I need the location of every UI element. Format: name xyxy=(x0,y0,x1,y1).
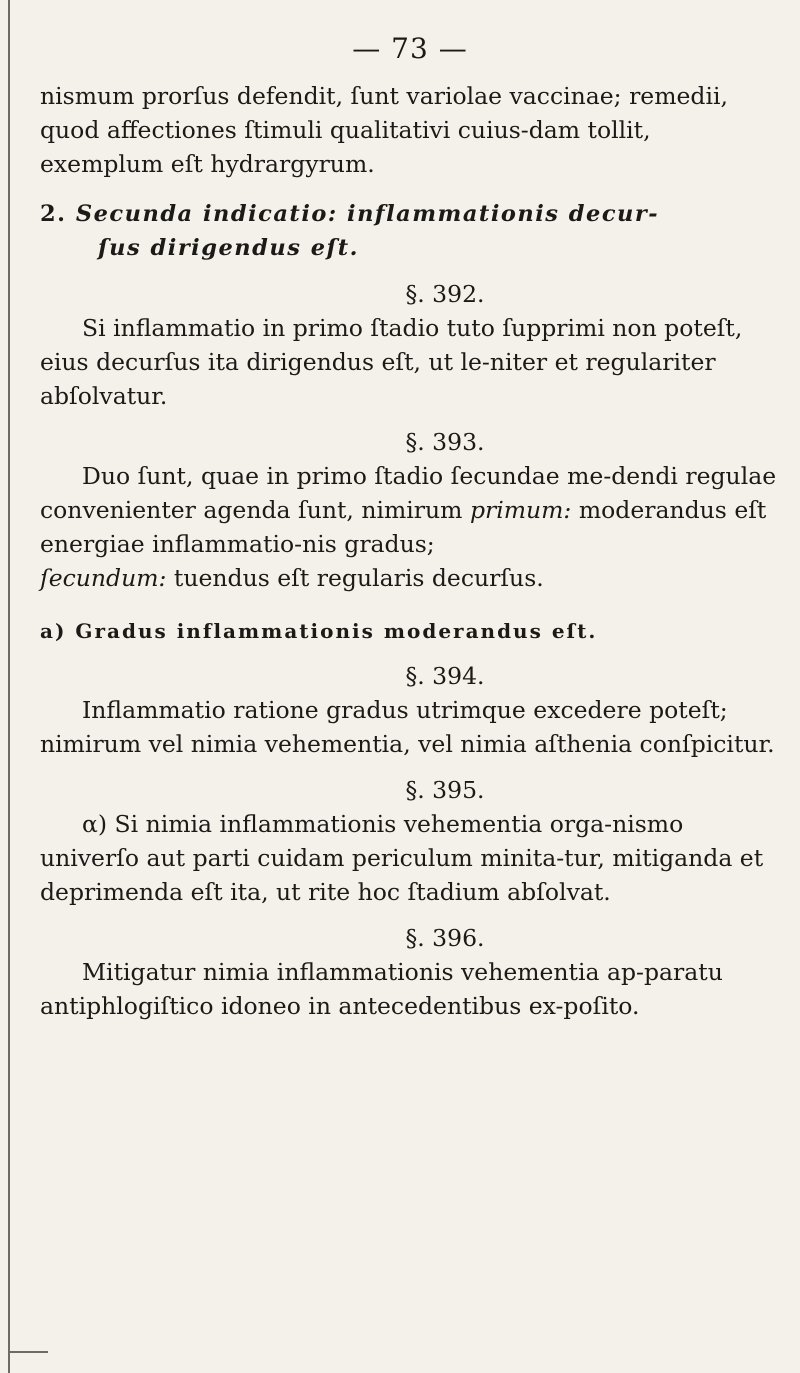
secundum-text: tuendus eſt regularis decurſus. xyxy=(173,564,544,592)
primum-label: primum: xyxy=(469,496,572,524)
page-number: — 73 — xyxy=(352,32,468,65)
page-content xyxy=(40,32,780,1023)
paragraph-393 xyxy=(40,459,780,561)
paragraph-392: Si inflammatio in primo ſtadio tuto ſupprimi non poteſt, eius decurſus ita dirigendus eſt, ut le-niter et regulariter abſolvatur. xyxy=(40,314,743,410)
section-heading xyxy=(40,197,780,265)
paragraph-394: Inflammatio ratione gradus utrimque excedere poteſt; nimirum vel nimia vehementia, vel nimia aſthenia conſpicitur. xyxy=(40,696,775,758)
section-number: 2. xyxy=(40,201,67,227)
paragraph-number-395: §. 395. xyxy=(405,776,485,804)
subheading-a: a) Gradus inflammationis moderandus eſt. xyxy=(40,619,598,643)
paragraph-number-392: §. 392. xyxy=(405,280,485,308)
paragraph-396: Mitigatur nimia inflammationis vehementia ap-paratu antiphlogiſtico idoneo in antecedentibus ex-poſito. xyxy=(40,958,723,1020)
paragraph-number-394: §. 394. xyxy=(405,662,485,690)
paragraph-393-secundum xyxy=(40,561,780,595)
page-edge-bottom xyxy=(8,1351,48,1353)
paragraph-395: α) Si nimia inflammationis vehementia orga-nismo univerſo aut parti cuidam periculum minita-tur, mitiganda et deprimenda eſt ita, ut rite hoc ſtadium abſolvat. xyxy=(40,810,764,906)
paragraph-number-393: §. 393. xyxy=(405,428,485,456)
paragraph-number-396: §. 396. xyxy=(405,924,485,952)
page-edge-left xyxy=(8,0,10,1373)
section-title-line-2: ſus dirigendus eſt. xyxy=(98,235,359,261)
primum-text: moderandus eſt energiae inflammatio-nis gradus; xyxy=(40,496,767,558)
secundum-label: ſecundum: xyxy=(40,564,167,592)
paragraph-393-lead: Duo ſunt, quae in primo ſtadio ſecundae me-dendi regulae convenienter agenda ſunt, nimirum xyxy=(40,462,777,524)
section-title-line-1: Secunda indicatio: inflammationis decur- xyxy=(75,201,660,227)
paragraph-intro: nismum prorſus defendit, ſunt variolae vaccinae; remedii, quod affectiones ſtimuli qualitativi cuius-dam tollit, exemplum eſt hydrargyrum. xyxy=(40,82,728,178)
